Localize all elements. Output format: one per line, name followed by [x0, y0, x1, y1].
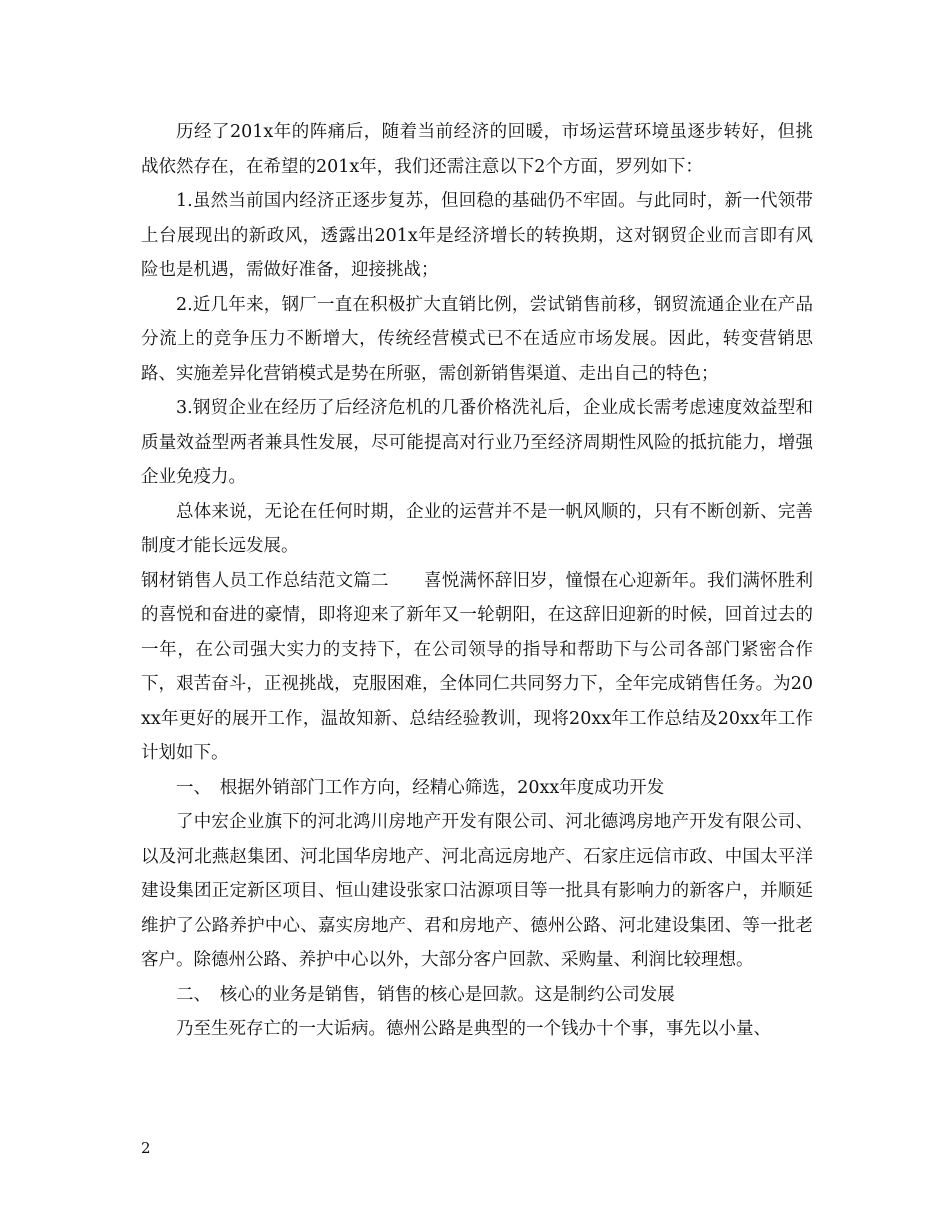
paragraph-point-2: 2.近几年来，钢厂一直在积极扩大直销比例，尝试销售前移，钢贸流通企业在产品分流上的竞争压力不断增大，传统经营模式已不在适应市场发展。因此，转变营销思路、实施差异化营销模式是势在所驱，需创新销售渠道、走出自己的特色；	[141, 294, 813, 384]
document-body	[141, 115, 813, 1047]
paragraph-point-1: 1.虽然当前国内经济正逐步复苏，但回稳的基础仍不牢固。与此同时，新一代领带上台展现出的新政风，透露出201x年是经济增长的转换期，这对钢贸企业而言即有风险也是机遇，需做好准备，迎接挑战；	[141, 191, 813, 280]
paragraph-point-3: 3.钢贸企业在经历了后经济危机的几番价格洗礼后，企业成长需考虑速度效益型和质量效益型两者兼具性发展，尽可能提高对行业乃至经济周期性风险的抵抗能力，增强企业免疫力。	[141, 398, 813, 487]
paragraph-item-two-body: 乃至生死存亡的一大诟病。德州公路是典型的一个钱办十个事，事先以小量、	[176, 1019, 771, 1039]
page-number: 2	[141, 1139, 151, 1157]
paragraph-section-two: 钢材销售人员工作总结范文篇二 喜悦满怀辞旧岁，憧憬在心迎新年。我们满怀胜利的喜悦和奋进的豪情，即将迎来了新年又一轮朝阳，在这辞旧迎新的时候，回首过去的一年，在公司强大实力的支持下，在公司领导的指导和帮助下与公司各部门紧密合作下，艰苦奋斗，正视挑战，克服困难，全体同仁共同努力下，全年完成销售任务。为20xx年更好的展开工作，温故知新、总结经验教训，现将20xx年工作总结及20xx年工作计划如下。	[141, 570, 813, 763]
paragraph-conclusion: 总体来说，无论在任何时期，企业的运营并不是一帆风顺的，只有不断创新、完善制度才能长远发展。	[141, 501, 813, 556]
paragraph-item-one-body: 了中宏企业旗下的河北鸿川房地产开发有限公司、河北德鸿房地产开发有限公司、以及河北燕赵集团、河北国华房地产、河北高远房地产、石家庄远信市政、中国太平洋建设集团正定新区项目、恒山建设张家口沽源项目等一批具有影响力的新客户，并顺延维护了公路养护中心、嘉实房地产、君和房地产、德州公路、河北建设集团、等一批老客户。除德州公路、养护中心以外，大部分客户回款、采购量、利润比较理想。	[141, 812, 813, 970]
paragraph-item-one-heading: 一、 根据外销部门工作方向，经精心筛选，20xx年度成功开发	[176, 777, 665, 798]
paragraph-item-two-heading: 二、 核心的业务是销售，销售的核心是回款。这是制约公司发展	[176, 984, 675, 1005]
paragraph-intro: 历经了201x年的阵痛后，随着当前经济的回暖，市场运营环境虽逐步转好，但挑战依然存在，在希望的201x年，我们还需注意以下2个方面，罗列如下：	[141, 122, 813, 177]
